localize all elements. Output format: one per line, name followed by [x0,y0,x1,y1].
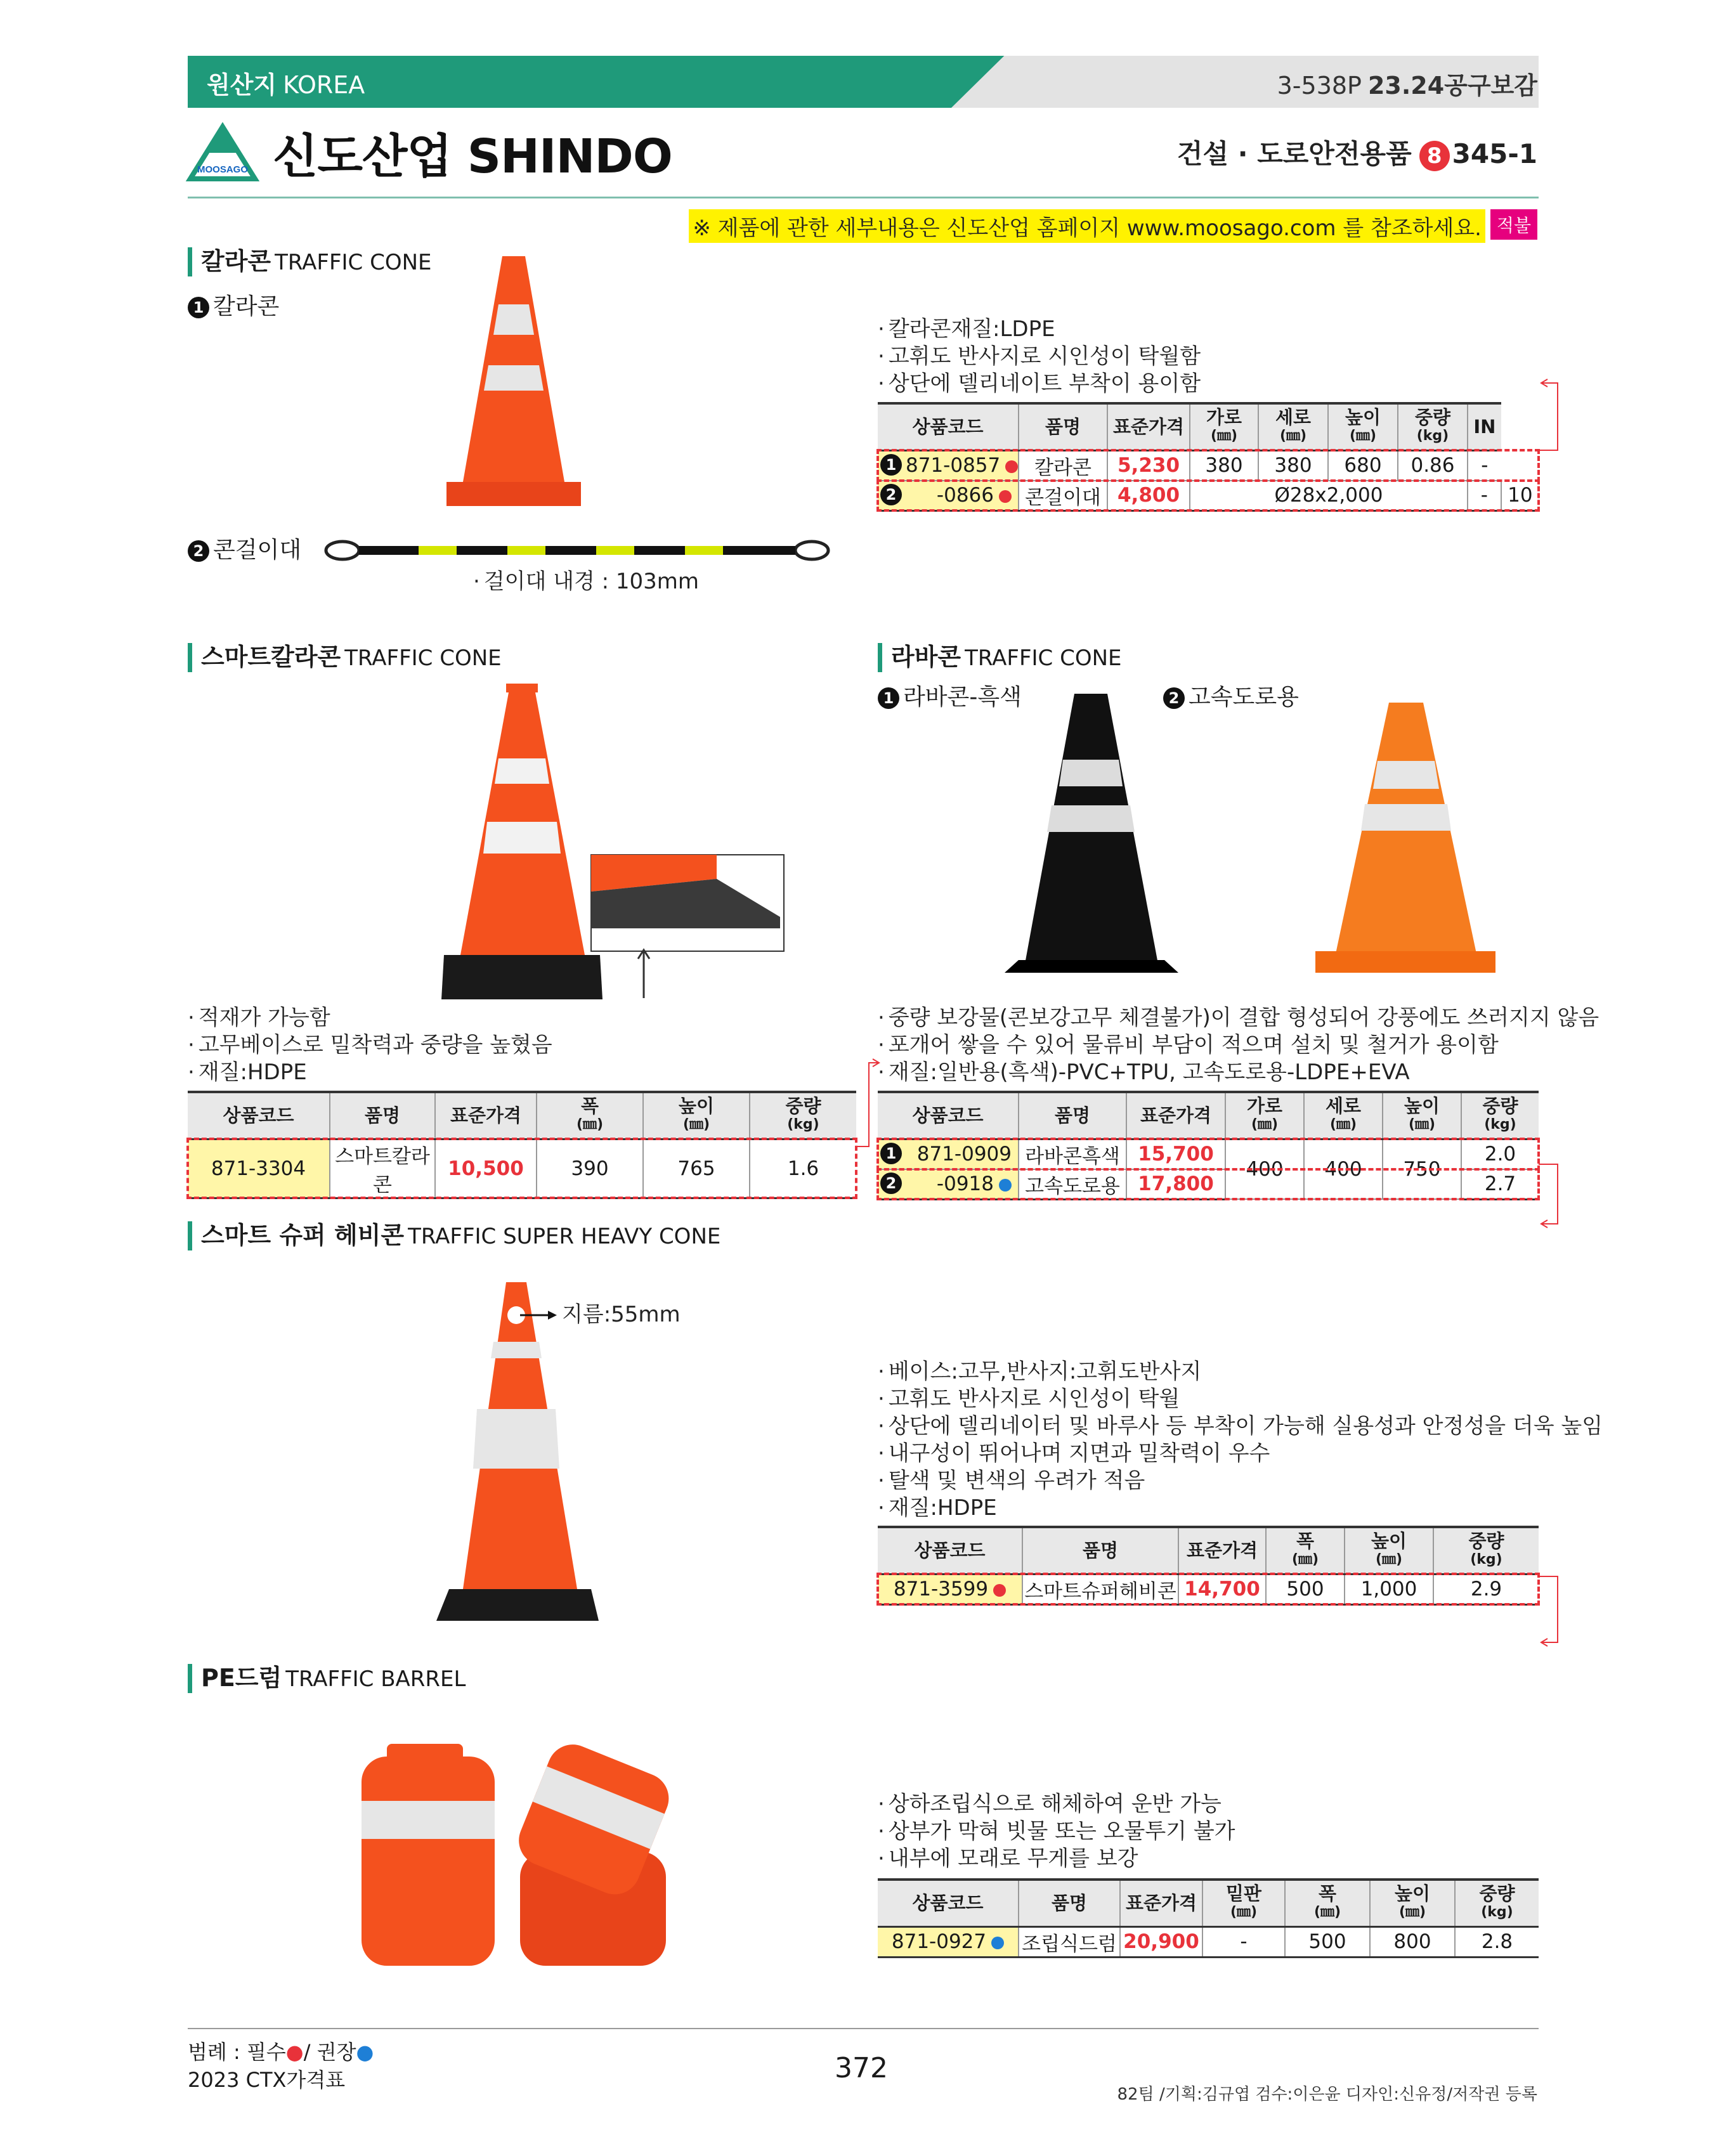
section-title-heavy-cone: 스마트 슈퍼 헤비콘 TRAFFIC SUPER HEAVY CONE [188,1221,720,1250]
table-row: 2 -0918 고속도로용 17,800 2.7 [878,1169,1539,1200]
header-rule [188,197,1539,198]
s4-arrow [1539,1573,1564,1649]
s5-bullets: · 상하조립식으로 해체하여 운반 가능 · 상부가 막혀 빗물 또는 오물투기 불가 · 내부에 모래로 무게를 보강 [878,1791,1235,1873]
rubber-base-closeup [590,854,786,955]
table-row: 1 871-0857 칼라콘 5,230 380 380 680 0.86 - [878,450,1539,481]
brand-title: 신도산업 SHINDO [273,129,672,184]
s2-table: 상품코드 품명 표준가격 폭 (㎜) 높이 (㎜) 중량 (kg) 871-3304 스마트칼라콘 10,500 390 765 1.6 [188,1091,856,1199]
catalog-name: 2023 CTX가격표 [188,2068,346,2092]
legend: 범례 : 필수●/ 권장● 2023 CTX가격표 [188,2038,374,2094]
moosago-logo [188,124,257,181]
s4-bullets: · 베이스:고무,반사지:고휘도반사지 · 고휘도 반사지로 시인성이 탁월 · 상단에 델리네이터 및 바루사 등 부착이 가능해 실용성과 안정성을 더욱 높임 · 내구성이 뛰어나며 지면과 밀착력이 우수 · 탈색 및 변색의 우려가 적음 · 재질:HDPE [878,1358,1603,1522]
table-row: 2 -0866 콘걸이대 4,800 Ø28x2,000 - 10 [878,481,1539,511]
sub-color-cone: 1 칼라콘 [188,293,279,321]
orange-cone-image [444,254,583,507]
sub-cone-bar: 2 콘걸이대 [188,536,301,564]
cone-bar-image [323,538,831,563]
closeup-arrow [634,949,653,999]
origin: 원산지 KOREA [207,71,365,99]
s3-arrow [1539,1160,1564,1230]
section-title-rubber-cone: 라바콘 TRAFFIC CONE [878,643,1122,672]
sub-highway-cone: 2 고속도로용 [1163,684,1299,711]
sub-black-cone: 1 라바콘-흑색 [878,684,1022,711]
section-title-color-cone: 칼라콘 TRAFFIC CONE [188,247,432,276]
s1-table: 상품코드 품명 표준가격 가로 (㎜) 세로 (㎜) 높이 (㎜) 중량 (kg) IN 1 871-0857 칼라콘 5,230 380 380 680 0.86 - 2 -0866 콘걸이대 4,800 Ø28x2,000 - 10 [878,402,1539,512]
section-title-pe-drum: PE드럼 TRAFFIC BARREL [188,1664,466,1693]
black-cone-image [1000,691,1183,983]
badge: 적불 [1490,209,1537,240]
smart-cone-image [438,682,609,1012]
highway-cone-image [1306,700,1503,979]
diameter-arrow [520,1309,558,1322]
table-row: 871-3599 스마트슈퍼헤비콘 14,700 500 1,000 2.9 [878,1574,1539,1604]
s1-arrow [1539,379,1564,455]
s5-table: 상품코드 품명 표준가격 밑판 (㎜) 폭 (㎜) 높이 (㎜) 중량 (kg) 871-0927 조립식드럼 20,900 - 500 800 2.8 [878,1878,1539,1958]
category: 건설 · 도로안전용품 8 345-1 [1177,133,1537,171]
s3-bullets: · 중량 보강물(콘보강고무 체결불가)이 결합 형성되어 강풍에도 쓰러지지 않음 · 포개어 쌓을 수 있어 물류비 부담이 적으며 설치 및 철거가 용이함 · 재질:일반용(흑색)-PVC+TPU, 고속도로용-LDPE+EVA [878,1004,1599,1086]
page-ref: 3-538P 23.24공구보감 [1277,72,1537,100]
s3-table: 상품코드 품명 표준가격 가로 (㎜) 세로 (㎜) 높이 (㎜) 중량 (kg) 1 871-0909 라바콘흑색 15,700 400 400 750 2.0 2 -0918 고속도로용 17,800 2.7 [878,1091,1539,1200]
section-title-smart-cone: 스마트칼라콘 TRAFFIC CONE [188,643,502,672]
page-number: 372 [835,2052,888,2084]
diameter-note: 지름:55mm [562,1302,681,1327]
heavy-cone-image [431,1278,609,1633]
svg-text:MOOSAGO: MOOSAGO [197,164,249,175]
s2-bullets: · 적재가 가능함 · 고무베이스로 밀착력과 중량을 높혔음 · 재질:HDPE [188,1004,552,1086]
table-row: 1 871-0909 라바콘흑색 15,700 400 400 750 2.0 [878,1139,1539,1169]
pe-drum-image [349,1744,685,1972]
notice: ※ 제품에 관한 세부내용은 신도산업 홈페이지 www.moosago.com 를 참조하세요. [689,209,1485,243]
s1-bullets: · 칼라콘재질:LDPE · 고휘도 반사지로 시인성이 탁월함 · 상단에 델리네이트 부착이 용이함 [878,316,1201,398]
credit: 82팀 /기획:김규엽 검수:이은윤 디자인:신유정/저작권 등록 [1117,2085,1537,2104]
s4-table: 상품코드 품명 표준가격 폭 (㎜) 높이 (㎜) 중량 (kg) 871-3599 스마트슈퍼헤비콘 14,700 500 1,000 2.9 [878,1526,1539,1606]
table-row: 871-3304 스마트칼라콘 10,500 390 765 1.6 [188,1139,856,1198]
cone-bar-note: · 걸이대 내경 : 103mm [473,568,699,595]
table-row: 871-0927 조립식드럼 20,900 - 500 800 2.8 [878,1926,1539,1957]
footer-rule [188,2028,1539,2029]
